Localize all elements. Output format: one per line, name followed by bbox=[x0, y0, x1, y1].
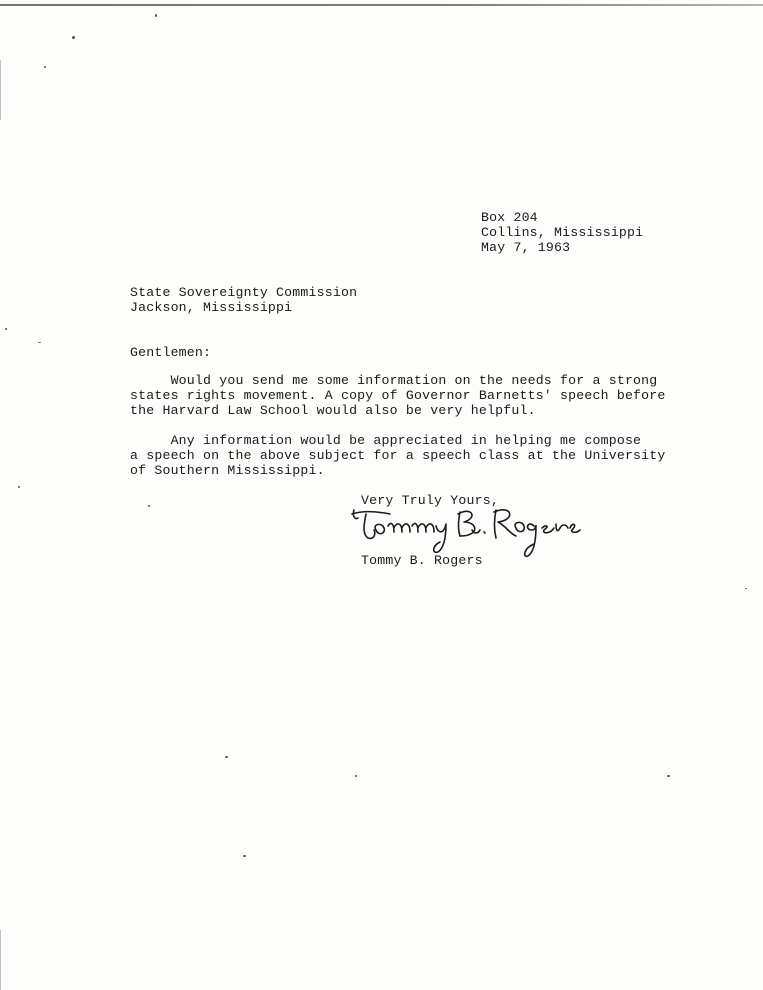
paragraph-2-line-1: Any information would be appreciated in helping me compose bbox=[130, 433, 642, 448]
paragraph-2-line-2: a speech on the above subject for a speech class at the University bbox=[130, 448, 666, 463]
scan-speck bbox=[745, 588, 747, 589]
scan-speck bbox=[355, 775, 357, 777]
scan-speck bbox=[5, 328, 7, 330]
scan-speck bbox=[72, 36, 75, 39]
paragraph-1-line-3: the Harvard Law School would also be very helpful. bbox=[130, 403, 536, 418]
scan-speck bbox=[38, 342, 41, 343]
paragraph-1-line-2: states rights movement. A copy of Governor Barnetts' speech before bbox=[130, 388, 666, 403]
closing: Very Truly Yours, bbox=[361, 493, 499, 508]
recipient-name: State Sovereignty Commission bbox=[130, 285, 358, 300]
letter-date: May 7, 1963 bbox=[481, 240, 571, 255]
scan-speck bbox=[243, 855, 246, 857]
scan-speck bbox=[18, 486, 20, 488]
recipient-city: Jackson, Mississippi bbox=[130, 300, 293, 315]
scan-edge-left bbox=[0, 60, 1, 120]
paragraph-1-line-1: Would you send me some information on the needs for a strong bbox=[130, 373, 658, 388]
paragraph-2-line-3: of Southern Mississippi. bbox=[130, 463, 325, 478]
scan-speck bbox=[225, 756, 228, 758]
scan-speck bbox=[148, 505, 150, 507]
scan-edge-left-bottom bbox=[0, 930, 1, 990]
signer-name: Tommy B. Rogers bbox=[361, 553, 483, 568]
scan-speck bbox=[155, 14, 157, 17]
scan-speck bbox=[667, 775, 670, 777]
scan-edge-top bbox=[0, 4, 763, 6]
return-address-box: Box 204 bbox=[481, 210, 538, 225]
salutation: Gentlemen: bbox=[130, 345, 212, 360]
scan-speck bbox=[44, 66, 46, 68]
return-address-city: Collins, Mississippi bbox=[481, 225, 644, 240]
